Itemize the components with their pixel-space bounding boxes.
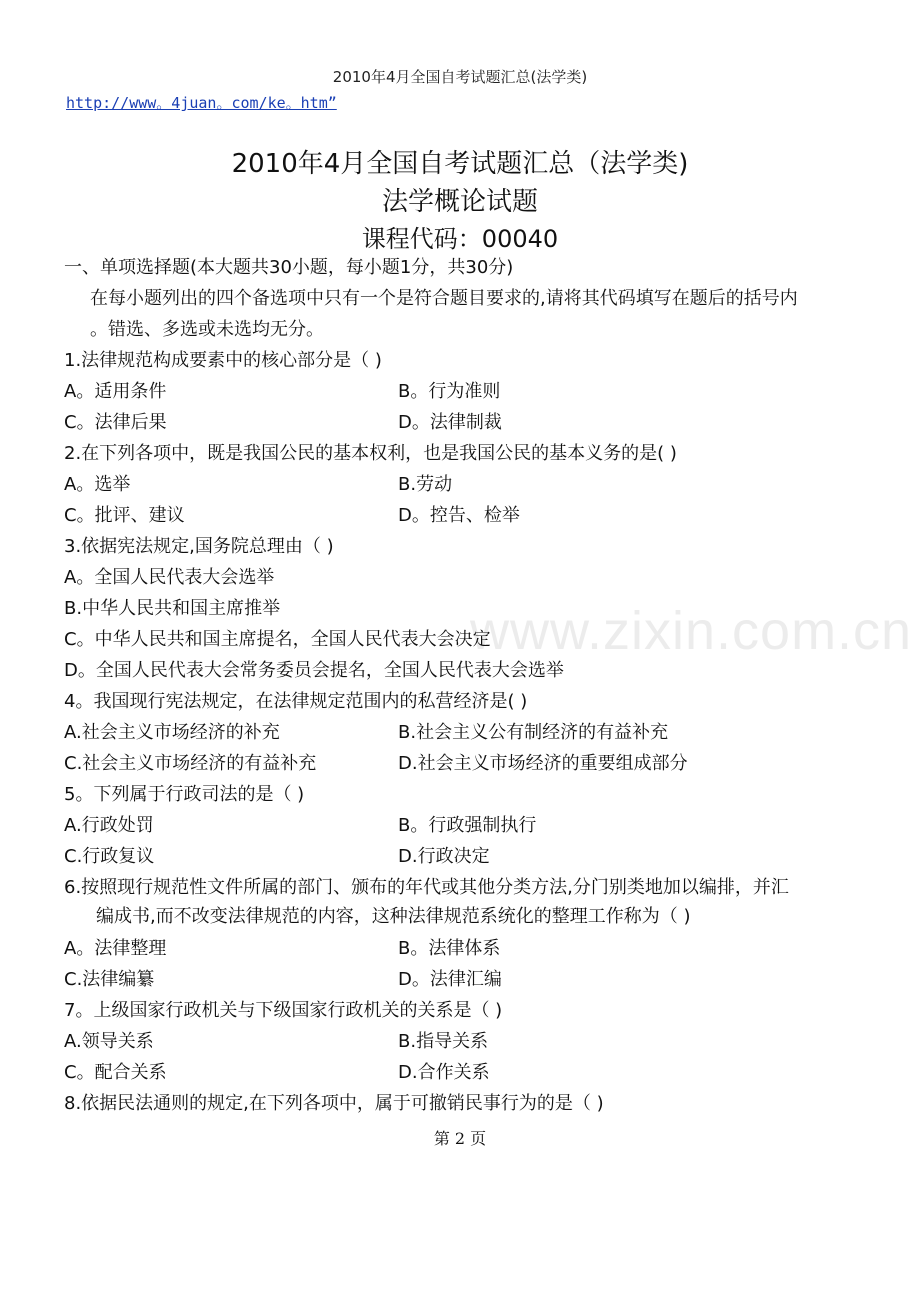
question-6-stem: 6.按照现行规范性文件所属的部门、颁布的年代或其他分类方法,分门别类地加以编排，并汇 <box>64 877 789 898</box>
question-2-option-a: A。选举 <box>64 474 131 495</box>
question-1-option-c: C。法律后果 <box>64 412 167 433</box>
question-3-option-c: C。中华人民共和国主席提名，全国人民代表大会决定 <box>64 629 491 650</box>
question-5-option-c: C.行政复议 <box>64 846 155 867</box>
question-5-option-d: D.行政决定 <box>398 846 490 867</box>
question-8-stem: 8.依据民法通则的规定,在下列各项中，属于可撤销民事行为的是（ ) <box>64 1093 604 1114</box>
question-2-option-b: B.劳动 <box>398 474 453 495</box>
question-7-stem: 7。上级国家行政机关与下级国家行政机关的关系是（ ) <box>64 1000 503 1021</box>
question-6-stem-cont: 编成书,而不改变法律规范的内容，这种法律规范系统化的整理工作称为（ ) <box>96 906 691 927</box>
question-3-option-a: A。全国人民代表大会选举 <box>64 567 275 588</box>
question-6-option-d: D。法律汇编 <box>398 969 502 990</box>
question-4-option-b: B.社会主义公有制经济的有益补充 <box>398 722 669 743</box>
question-1-stem: 1.法律规范构成要素中的核心部分是（ ) <box>64 350 382 371</box>
question-1-option-b: B。行为准则 <box>398 381 501 402</box>
question-2-option-c: C。批评、建议 <box>64 505 185 526</box>
question-4-option-a: A.社会主义市场经济的补充 <box>64 722 280 743</box>
question-5-option-b: B。行政强制执行 <box>398 815 537 836</box>
question-4-option-d: D.社会主义市场经济的重要组成部分 <box>398 753 688 774</box>
source-link[interactable]: http://www。4juan。com/ke。htm” <box>66 94 337 112</box>
question-5-stem: 5。下列属于行政司法的是（ ) <box>64 784 305 805</box>
page-number: 第 2 页 <box>433 1129 487 1148</box>
running-header: 2010年4月全国自考试题汇总(法学类) <box>332 68 588 86</box>
question-5-option-a: A.行政处罚 <box>64 815 154 836</box>
question-1-option-a: A。适用条件 <box>64 381 167 402</box>
question-4-stem: 4。我国现行宪法规定，在法律规定范围内的私营经济是( ) <box>64 691 528 712</box>
watermark: www.zixin.com.cn <box>470 601 913 661</box>
question-2-option-d: D。控告、检举 <box>398 505 520 526</box>
document-title: 2010年4月全国自考试题汇总（法学类) <box>231 149 689 179</box>
question-6-option-b: B。法律体系 <box>398 938 501 959</box>
question-2-stem: 2.在下列各项中，既是我国公民的基本权利，也是我国公民的基本义务的是( ) <box>64 443 677 464</box>
question-3-option-b: B.中华人民共和国主席推举 <box>64 598 281 619</box>
course-code: 课程代码：00040 <box>361 225 559 253</box>
section-instruction-cont: 。错选、多选或未选均无分。 <box>90 319 324 340</box>
exam-subject-title: 法学概论试题 <box>381 187 538 217</box>
question-7-option-b: B.指导关系 <box>398 1031 489 1052</box>
question-7-option-a: A.领导关系 <box>64 1031 154 1052</box>
question-7-option-c: C。配合关系 <box>64 1062 167 1083</box>
question-7-option-d: D.合作关系 <box>398 1062 490 1083</box>
question-1-option-d: D。法律制裁 <box>398 412 502 433</box>
section-instruction: 在每小题列出的四个备选项中只有一个是符合题目要求的,请将其代码填写在题后的括号内 <box>90 288 798 309</box>
question-6-option-c: C.法律编纂 <box>64 969 155 990</box>
question-3-stem: 3.依据宪法规定,国务院总理由（ ) <box>64 536 334 557</box>
question-4-option-c: C.社会主义市场经济的有益补充 <box>64 753 317 774</box>
section-heading: 一、单项选择题(本大题共30小题，每小题1分，共30分) <box>64 257 514 278</box>
question-6-option-a: A。法律整理 <box>64 938 167 959</box>
question-3-option-d: D。全国人民代表大会常务委员会提名，全国人民代表大会选举 <box>64 660 564 681</box>
